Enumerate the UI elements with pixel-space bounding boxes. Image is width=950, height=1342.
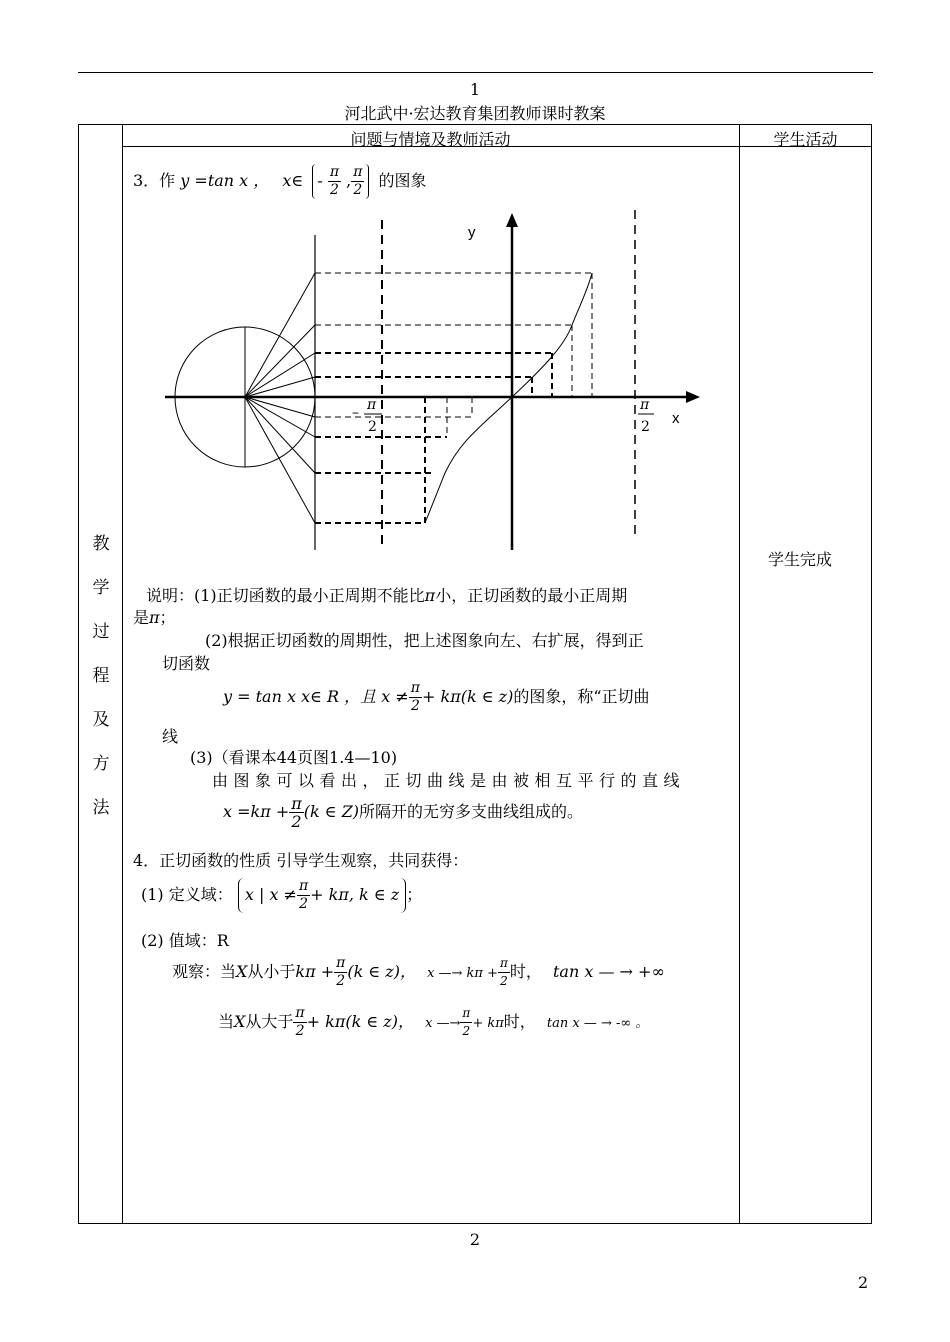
two-symbol: 2 — [330, 182, 339, 198]
left-label-char: 法 — [92, 798, 110, 818]
right-column-divider — [739, 124, 740, 1224]
item3-function: y =tan x ， — [180, 171, 270, 190]
pi-symbol: π — [353, 164, 363, 180]
note-3b: 由图象可以看出，正切曲线是由被相互平行的直线 — [212, 771, 686, 790]
bottom-page-number: 2 — [469, 1230, 481, 1249]
item4-domain: (1) 定义域： x | x ≠ $\frac{\pi}{2}$ + kπ, k ∈ z ； — [141, 878, 423, 912]
left-column-divider — [122, 124, 123, 1224]
left-label-char: 教 — [92, 534, 110, 554]
observe-line-1: 观察：当X从小于kπ + $\frac{\pi}{2}$ (k ∈ z)， x —→ kπ + $\frac{\pi}{2}$ 时， tan x — → +∞ — [172, 955, 665, 989]
left-label-char: 程 — [92, 666, 110, 686]
note-2b: 切函数 — [162, 654, 211, 673]
left-label-char: 学 — [92, 578, 110, 598]
item3-suffix: 的图象 — [378, 171, 427, 190]
student-column-header: 学生活动 — [773, 130, 838, 149]
horizontal-guides — [315, 273, 592, 417]
neg-two-label: 2 — [368, 419, 377, 435]
left-label-char: 方 — [92, 754, 110, 774]
pos-pi-label: π — [640, 397, 650, 413]
tangent-graph — [160, 205, 705, 555]
corner-page-number: 2 — [858, 1273, 869, 1292]
left-label — [80, 522, 122, 830]
x-axis-arrow — [686, 391, 700, 403]
observe-line-2: 当X从大于 $\frac{\pi}{2}$ + kπ(k ∈ z)， x —→ $\frac{\pi}{2}$ + kπ时， tan x — → -∞ 。 — [218, 1005, 649, 1039]
neg-sign: – — [352, 405, 359, 421]
left-label-char: 过 — [92, 622, 110, 642]
note-2-formula: y = tan x x∈ R ，且 x ≠ $\frac{\pi}{2}$ + kπ(k ∈ z)的图象，称“正切曲 — [223, 680, 650, 714]
item4-title: 4．正切函数的性质 引导学生观察，共同获得： — [133, 851, 469, 870]
page-header-title: 河北武中·宏达教育集团教师课时教案 — [344, 104, 606, 123]
note-2-end: 线 — [162, 727, 179, 746]
item3-interval: - $\frac{\pi}{2}$ , $\frac{\pi}{2}$ — [312, 164, 369, 199]
bold-guides — [315, 353, 552, 523]
item3-line — [133, 164, 427, 199]
domain-set: x | x ≠ $\frac{\pi}{2}$ + kπ, k ∈ z — [238, 878, 406, 913]
y-axis-arrow — [506, 213, 518, 227]
pos-two-label: 2 — [641, 419, 650, 435]
item3-domain-prefix: x∈ — [282, 171, 304, 190]
note-line-2: 是π； — [133, 608, 176, 627]
note-line-1: 说明：(1)正切函数的最小正周期不能比π小，正切函数的最小正周期 — [146, 586, 628, 605]
student-activity-text: 学生完成 — [768, 550, 833, 569]
left-label-char: 及 — [92, 710, 110, 730]
top-page-number: 1 — [469, 80, 481, 99]
item4-range: (2) 值域：R — [141, 931, 229, 950]
x-axis-label: x — [672, 410, 680, 427]
main-column-header: 问题与情境及教师活动 — [350, 130, 511, 149]
y-axis-label: y — [468, 224, 476, 241]
two-symbol: 2 — [353, 182, 363, 198]
note-3a: (3)（看课本44页图1.4—10) — [190, 748, 398, 767]
pi-symbol: π — [329, 164, 340, 180]
note-3-formula: x =kπ + $\frac{\pi}{2}$ (k ∈ Z)所隔开的无穷多支曲线组成的。 — [223, 794, 584, 831]
top-rule — [78, 72, 873, 73]
neg-pi-label: π — [367, 397, 377, 413]
note-2a: (2)根据正切函数的周期性，把上述图象向左、右扩展，得到正 — [205, 631, 644, 650]
item3-prefix: 3．作 — [133, 171, 176, 190]
